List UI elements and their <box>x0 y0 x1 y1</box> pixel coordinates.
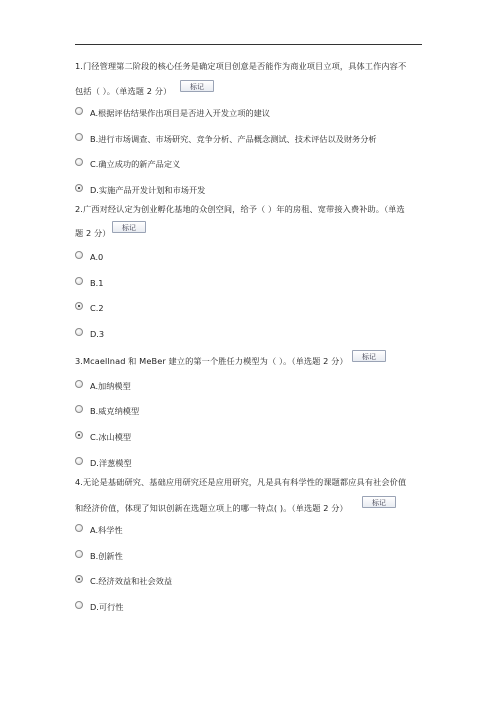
option-label: D.洋葱模型 <box>90 458 132 468</box>
question-3-text: 3.Mcaellnad 和 MeBer 建立的第一个胜任力模型为（ ）。（单选题 2 分） <box>75 356 348 366</box>
radio-q2-c[interactable] <box>75 302 83 310</box>
radio-q2-d[interactable] <box>75 328 83 336</box>
radio-q3-c[interactable] <box>75 431 83 439</box>
option-label: D.可行性 <box>90 602 124 612</box>
question-1-text-line1: 1.门径管理第二阶段的核心任务是确定项目创意是否能作为商业项目立项，具体工作内容不 <box>75 61 407 71</box>
radio-q3-a[interactable] <box>75 380 83 388</box>
radio-q1-c[interactable] <box>75 158 83 166</box>
radio-q4-b[interactable] <box>75 550 83 558</box>
option-label: A.科学性 <box>90 525 123 535</box>
mark-button-q4[interactable]: 标记 <box>362 496 396 508</box>
radio-q1-d[interactable] <box>75 184 83 192</box>
radio-q3-d[interactable] <box>75 457 83 465</box>
radio-q1-b[interactable] <box>75 133 83 141</box>
mark-button-q2[interactable]: 标记 <box>112 221 146 233</box>
question-4-text-line1: 4.无论是基础研究、基础应用研究还是应用研究，凡是具有科学性的课题都应具有社会价值 <box>75 477 407 487</box>
mark-button-q1[interactable]: 标记 <box>180 80 214 92</box>
option-label: B.创新性 <box>90 551 123 561</box>
option-label: B.1 <box>90 278 104 288</box>
option-label: B.进行市场调查、市场研究、竞争分析、产品概念测试、技术评估以及财务分析 <box>90 134 377 144</box>
question-2-text-line2: 题 2 分） <box>75 228 111 238</box>
option-label: D.实施产品开发计划和市场开发 <box>90 185 206 195</box>
option-label: A.根据评估结果作出项目是否进入开发立项的建议 <box>90 108 270 118</box>
radio-q3-b[interactable] <box>75 405 83 413</box>
radio-q2-a[interactable] <box>75 251 83 259</box>
question-2-text-line1: 2.广西对经认定为创业孵化基地的众创空间，给予（ ）年的房租、宽带接入费补助。（单选 <box>75 204 405 214</box>
question-1-text-line2: 包括（ ）。（单选题 2 分） <box>75 86 172 96</box>
radio-q4-a[interactable] <box>75 524 83 532</box>
top-rule <box>75 44 422 45</box>
option-label: C.经济效益和社会效益 <box>90 576 173 586</box>
question-4-text-line2: 和经济价值，体现了知识创新在选题立项上的哪一特点( )。（单选题 2 分） <box>75 503 348 513</box>
option-label: C.冰山模型 <box>90 432 132 442</box>
radio-q4-d[interactable] <box>75 601 83 609</box>
mark-button-q3[interactable]: 标记 <box>352 350 386 362</box>
option-label: C.确立成功的新产品定义 <box>90 159 181 169</box>
radio-q4-c[interactable] <box>75 575 83 583</box>
option-label: A.0 <box>90 252 104 262</box>
option-label: C.2 <box>90 303 104 313</box>
radio-q1-a[interactable] <box>75 107 83 115</box>
option-label: B.威克纳模型 <box>90 406 140 416</box>
option-label: A.加纳模型 <box>90 381 131 391</box>
radio-q2-b[interactable] <box>75 277 83 285</box>
option-label: D.3 <box>90 329 105 339</box>
